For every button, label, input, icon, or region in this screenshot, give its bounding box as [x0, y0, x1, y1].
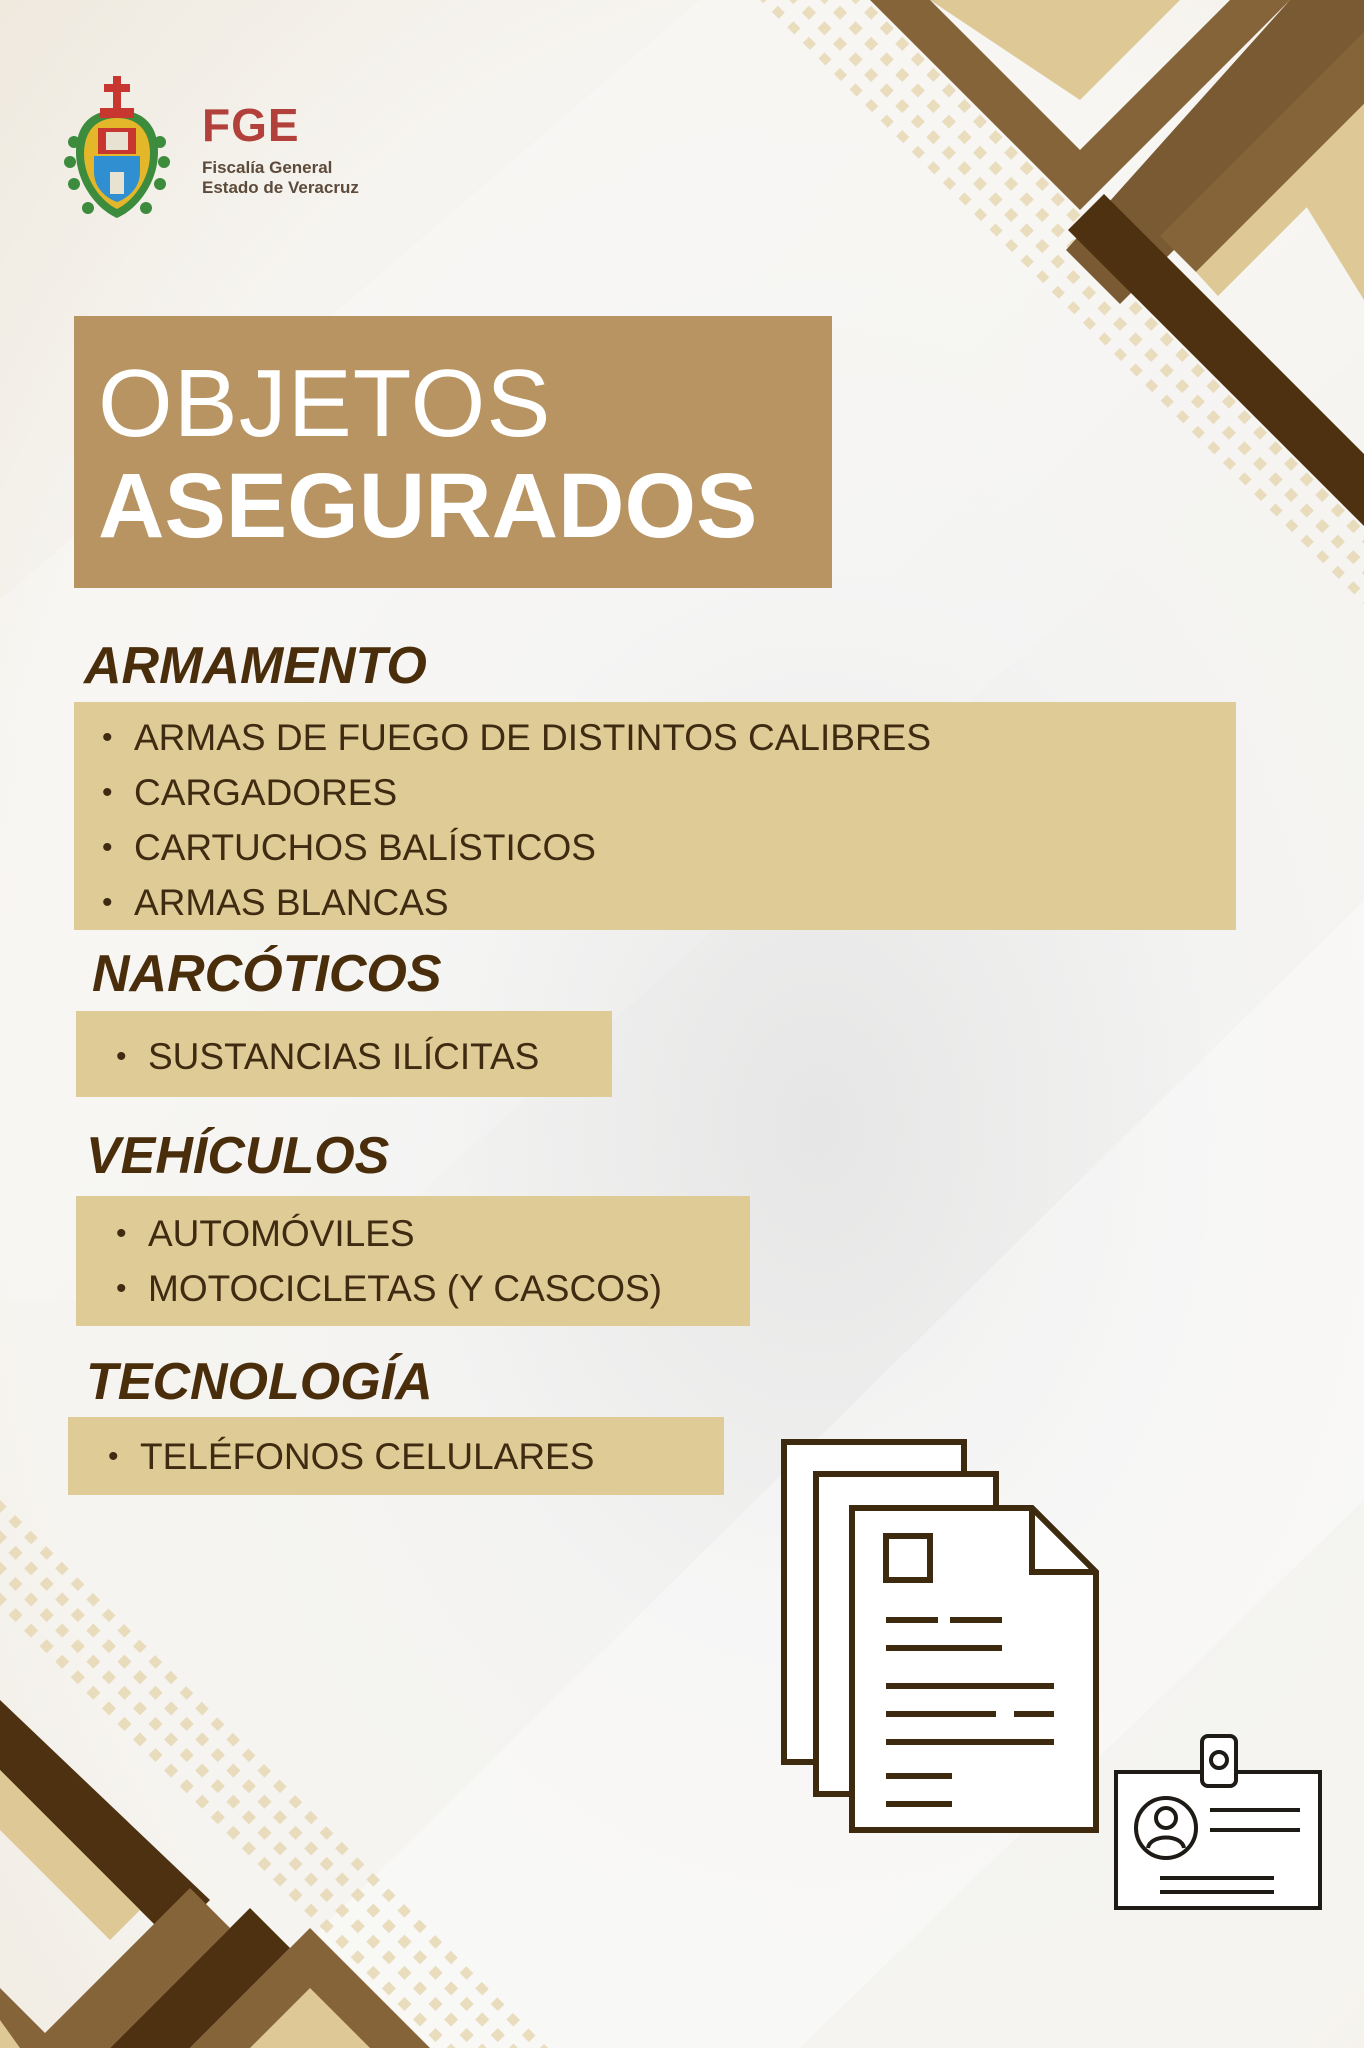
logo-name-line-1: Fiscalía General	[202, 158, 333, 177]
section-list-narcoticos	[76, 1011, 612, 1097]
list-item: • ARMAS BLANCAS	[102, 875, 1236, 930]
logo-name-line-2: Estado de Veracruz	[202, 178, 359, 197]
section-heading-armamento: ARMAMENTO	[84, 637, 427, 695]
section-list-tecnologia	[68, 1417, 724, 1495]
list-item: • AUTOMÓVILES	[116, 1206, 750, 1261]
bullet: •	[116, 1217, 127, 1250]
bullet: •	[102, 721, 113, 754]
documents-icon	[784, 1442, 1096, 1830]
section-list-vehiculos	[76, 1196, 750, 1326]
list-item: • ARMAS DE FUEGO DE DISTINTOS CALIBRES	[102, 710, 1236, 765]
list-item: • MOTOCICLETAS (Y CASCOS)	[116, 1261, 750, 1316]
section-heading-vehiculos: VEHÍCULOS	[86, 1127, 390, 1185]
title-box	[74, 316, 832, 588]
id-card-icon	[1116, 1736, 1320, 1908]
state-crest-icon	[64, 72, 170, 222]
bullet: •	[116, 1272, 127, 1305]
list-item: • SUSTANCIAS ILÍCITAS	[116, 1029, 612, 1084]
fge-logo	[64, 72, 384, 222]
bullet: •	[102, 831, 113, 864]
documents-illustration	[770, 1430, 1330, 1920]
title-line-1: OBJETOS	[98, 350, 552, 457]
bullet: •	[108, 1440, 119, 1473]
list-item: • CARGADORES	[102, 765, 1236, 820]
bullet: •	[116, 1040, 127, 1073]
bullet: •	[102, 886, 113, 919]
section-heading-tecnologia: TECNOLOGÍA	[86, 1353, 433, 1411]
title-line-2: ASEGURADOS	[98, 455, 758, 557]
list-item: • TELÉFONOS CELULARES	[108, 1429, 724, 1484]
list-item: • CARTUCHOS BALÍSTICOS	[102, 820, 1236, 875]
logo-abbreviation: FGE	[202, 99, 300, 151]
bullet: •	[102, 776, 113, 809]
logo-institution-name	[202, 158, 359, 198]
section-heading-narcoticos: NARCÓTICOS	[92, 945, 442, 1003]
section-list-armamento	[74, 702, 1236, 930]
